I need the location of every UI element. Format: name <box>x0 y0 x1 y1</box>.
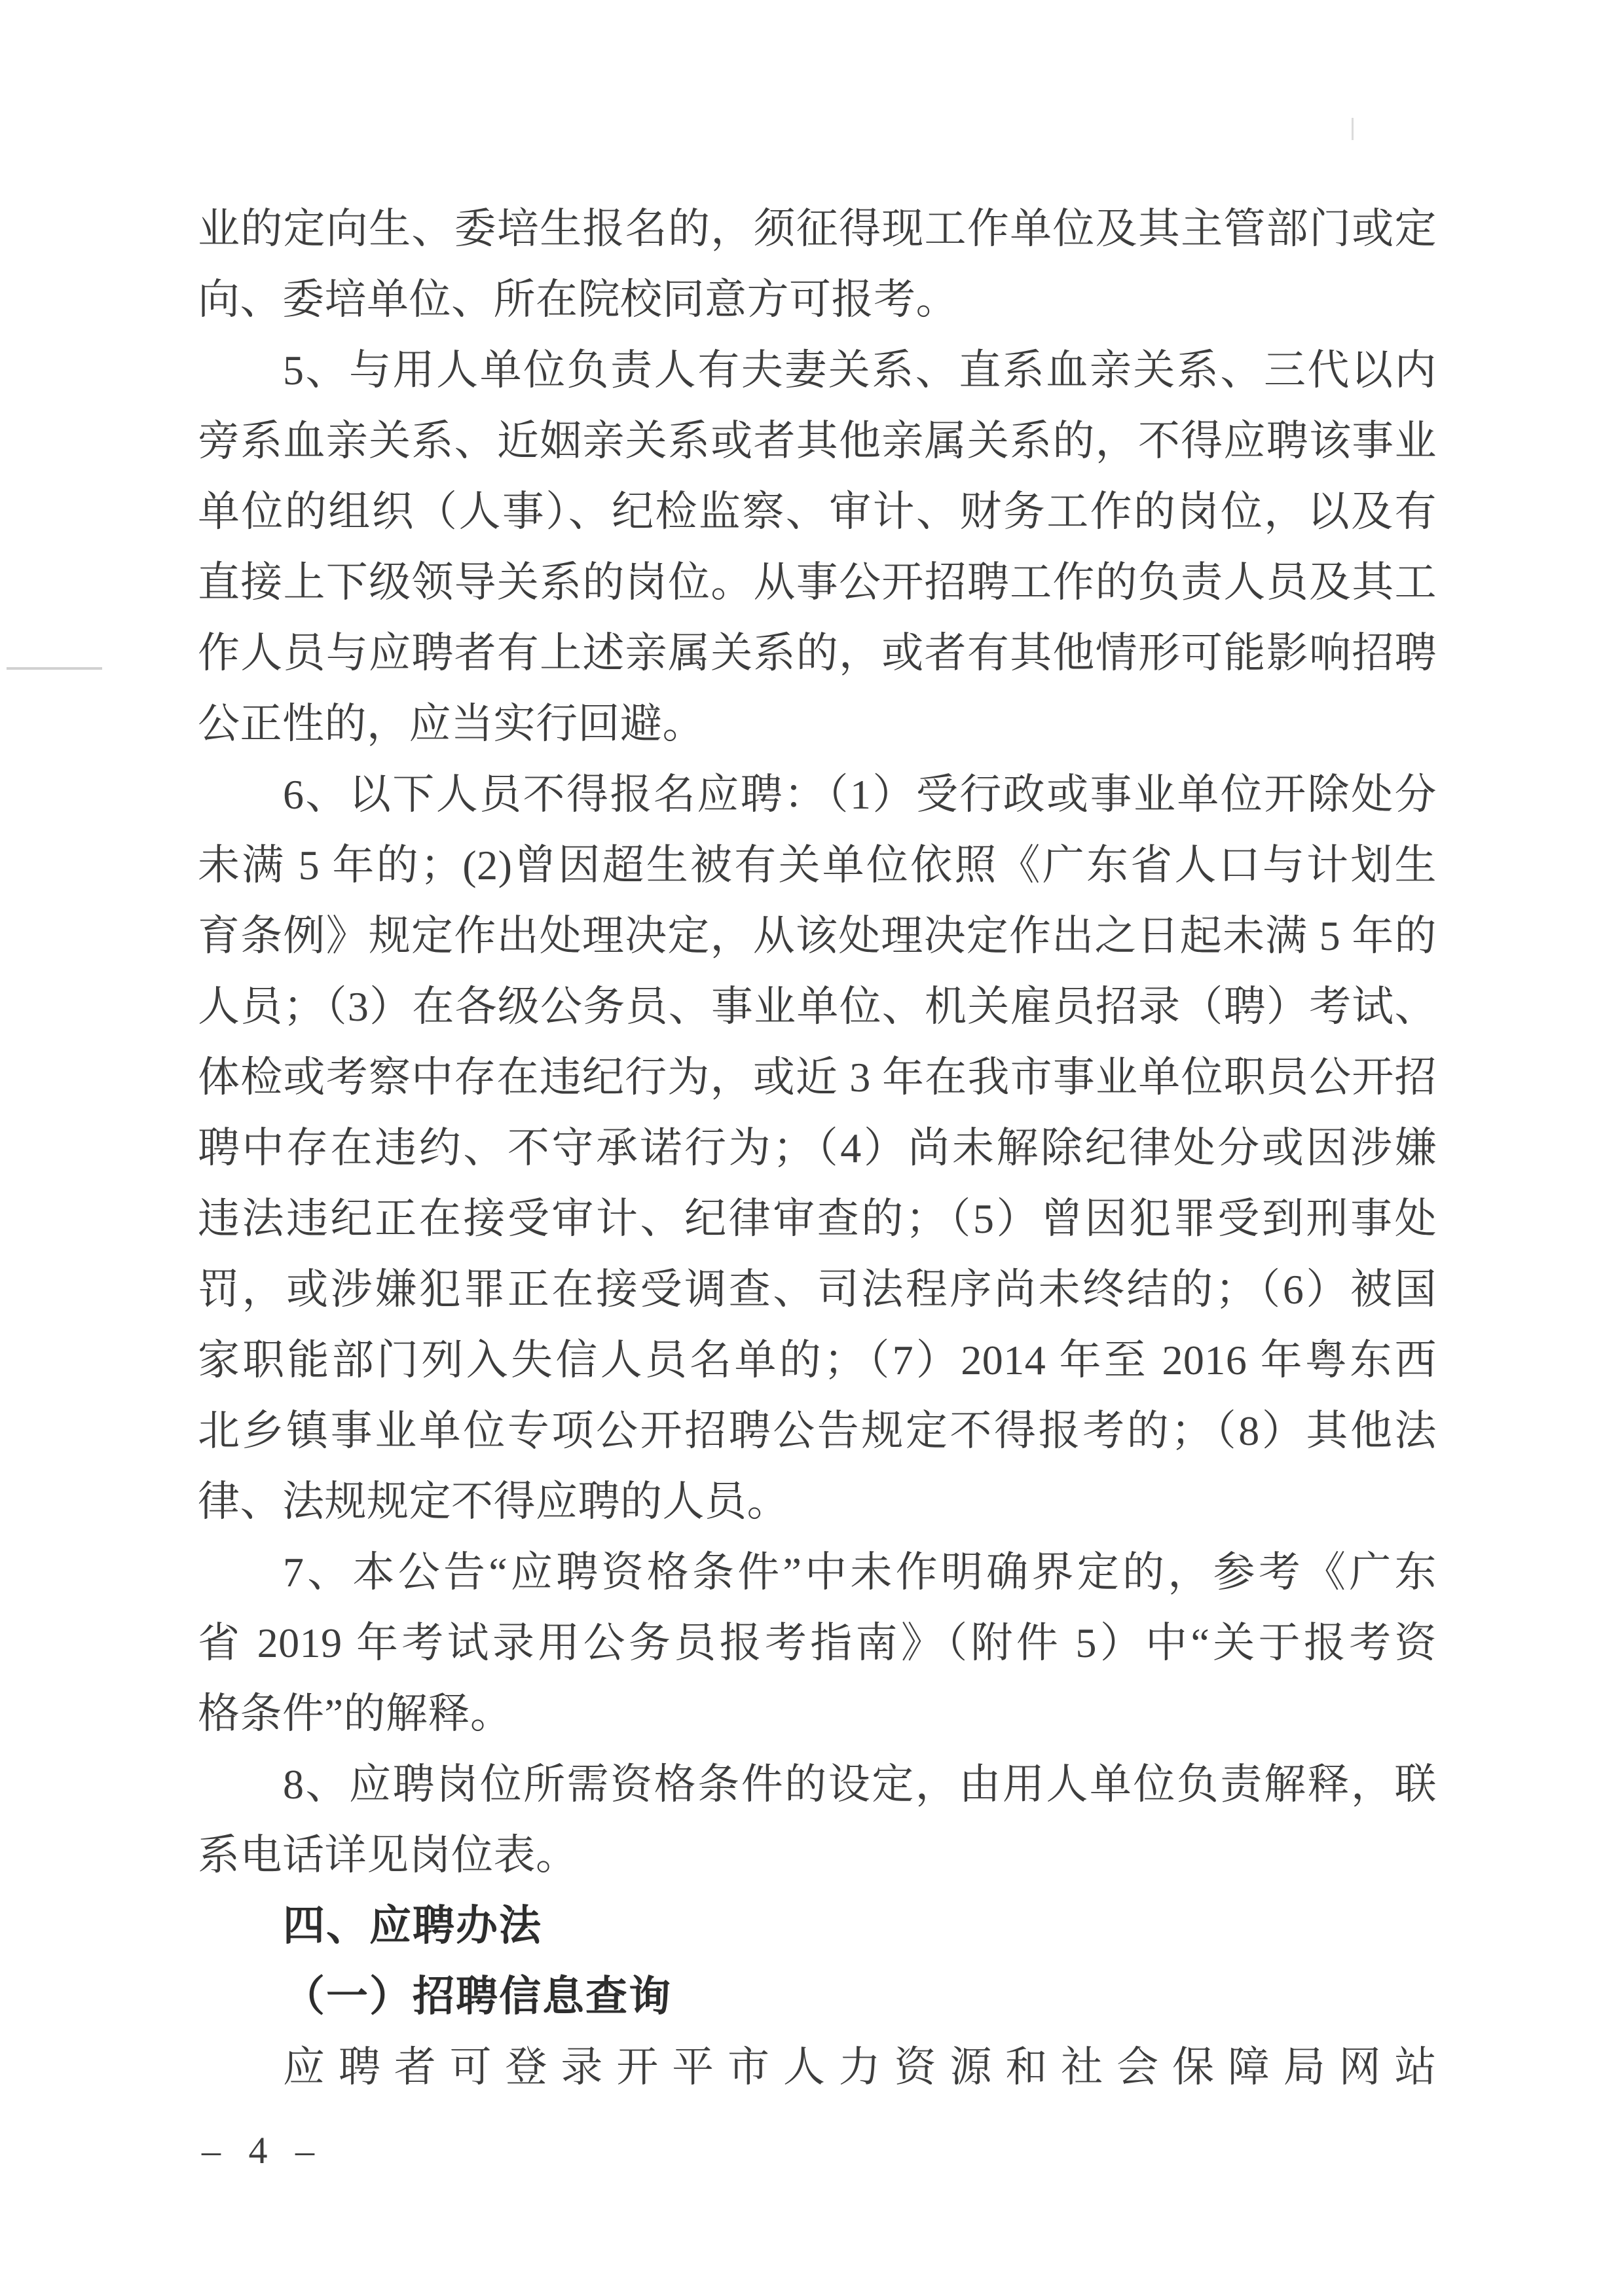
text-line: 业的定向生、委培生报名的，须征得现工作单位及其主管部门或定 <box>198 206 1437 252</box>
text-line: 5、与用人单位负责人有夫妻关系、直系血亲关系、三代以内 <box>283 347 1437 393</box>
text-line: 格条件”的解释。 <box>198 1690 513 1737</box>
text-line: 公正性的，应当实行回避。 <box>198 701 705 747</box>
text-line: 未满 5 年的；(2)曾因超生被有关单位依照《广东省人口与计划生 <box>198 842 1437 888</box>
document-body <box>198 194 1437 2103</box>
text-line: 应聘者可登录开平市人力资源和社会保障局网站 <box>283 2044 1437 2090</box>
text-line: 旁系血亲关系、近姻亲关系或者其他亲属关系的，不得应聘该事业 <box>198 418 1437 464</box>
text-line: 违法违纪正在接受审计、纪律审查的；（5）曾因犯罪受到刑事处 <box>198 1195 1437 1242</box>
text-line: 省 2019 年考试录用公务员报考指南》（附件 5）中“关于报考资 <box>198 1620 1437 1666</box>
text-line: 6、以下人员不得报名应聘：（1）受行政或事业单位开除处分 <box>283 771 1437 818</box>
text-line: 体检或考察中存在违纪行为，或近 3 年在我市事业单位职员公开招 <box>198 1054 1437 1101</box>
scan-artifact-streak <box>7 667 102 670</box>
text-line: 北乡镇事业单位专项公开招聘公告规定不得报考的；（8）其他法 <box>198 1408 1437 1454</box>
text-line: 家职能部门列入失信人员名单的；（7）2014 年至 2016 年粤东西 <box>198 1337 1437 1383</box>
text-line: 人员；（3）在各级公务员、事业单位、机关雇员招录（聘）考试、 <box>198 983 1437 1030</box>
text-line: 聘中存在违约、不守承诺行为；（4）尚未解除纪律处分或因涉嫌 <box>198 1125 1437 1171</box>
text-line: 7、本公告“应聘资格条件”中未作明确界定的，参考《广东 <box>283 1549 1437 1595</box>
text-line: 作人员与应聘者有上述亲属关系的，或者有其他情形可能影响招聘 <box>198 630 1437 676</box>
section-heading: 四、应聘办法 <box>283 1903 542 1949</box>
text-line: 罚，或涉嫌犯罪正在接受调查、司法程序尚未终结的；（6）被国 <box>198 1266 1437 1313</box>
text-line: 单位的组织（人事）、纪检监察、审计、财务工作的岗位，以及有 <box>198 488 1437 535</box>
page-number: – 4 – <box>202 2129 323 2172</box>
text-line: 律、法规规定不得应聘的人员。 <box>198 1478 789 1525</box>
section-heading: （一）招聘信息查询 <box>283 1973 672 2020</box>
scan-artifact-tick <box>1352 118 1354 140</box>
text-line: 直接上下级领导关系的岗位。从事公开招聘工作的负责人员及其工 <box>198 559 1437 606</box>
text-line: 系电话详见岗位表。 <box>198 1832 578 1878</box>
text-line: 8、应聘岗位所需资格条件的设定，由用人单位负责解释，联 <box>283 1761 1437 1808</box>
text-line: 向、委培单位、所在院校同意方可报考。 <box>198 276 958 323</box>
text-line: 育条例》规定作出处理决定，从该处理决定作出之日起未满 5 年的 <box>198 913 1437 959</box>
